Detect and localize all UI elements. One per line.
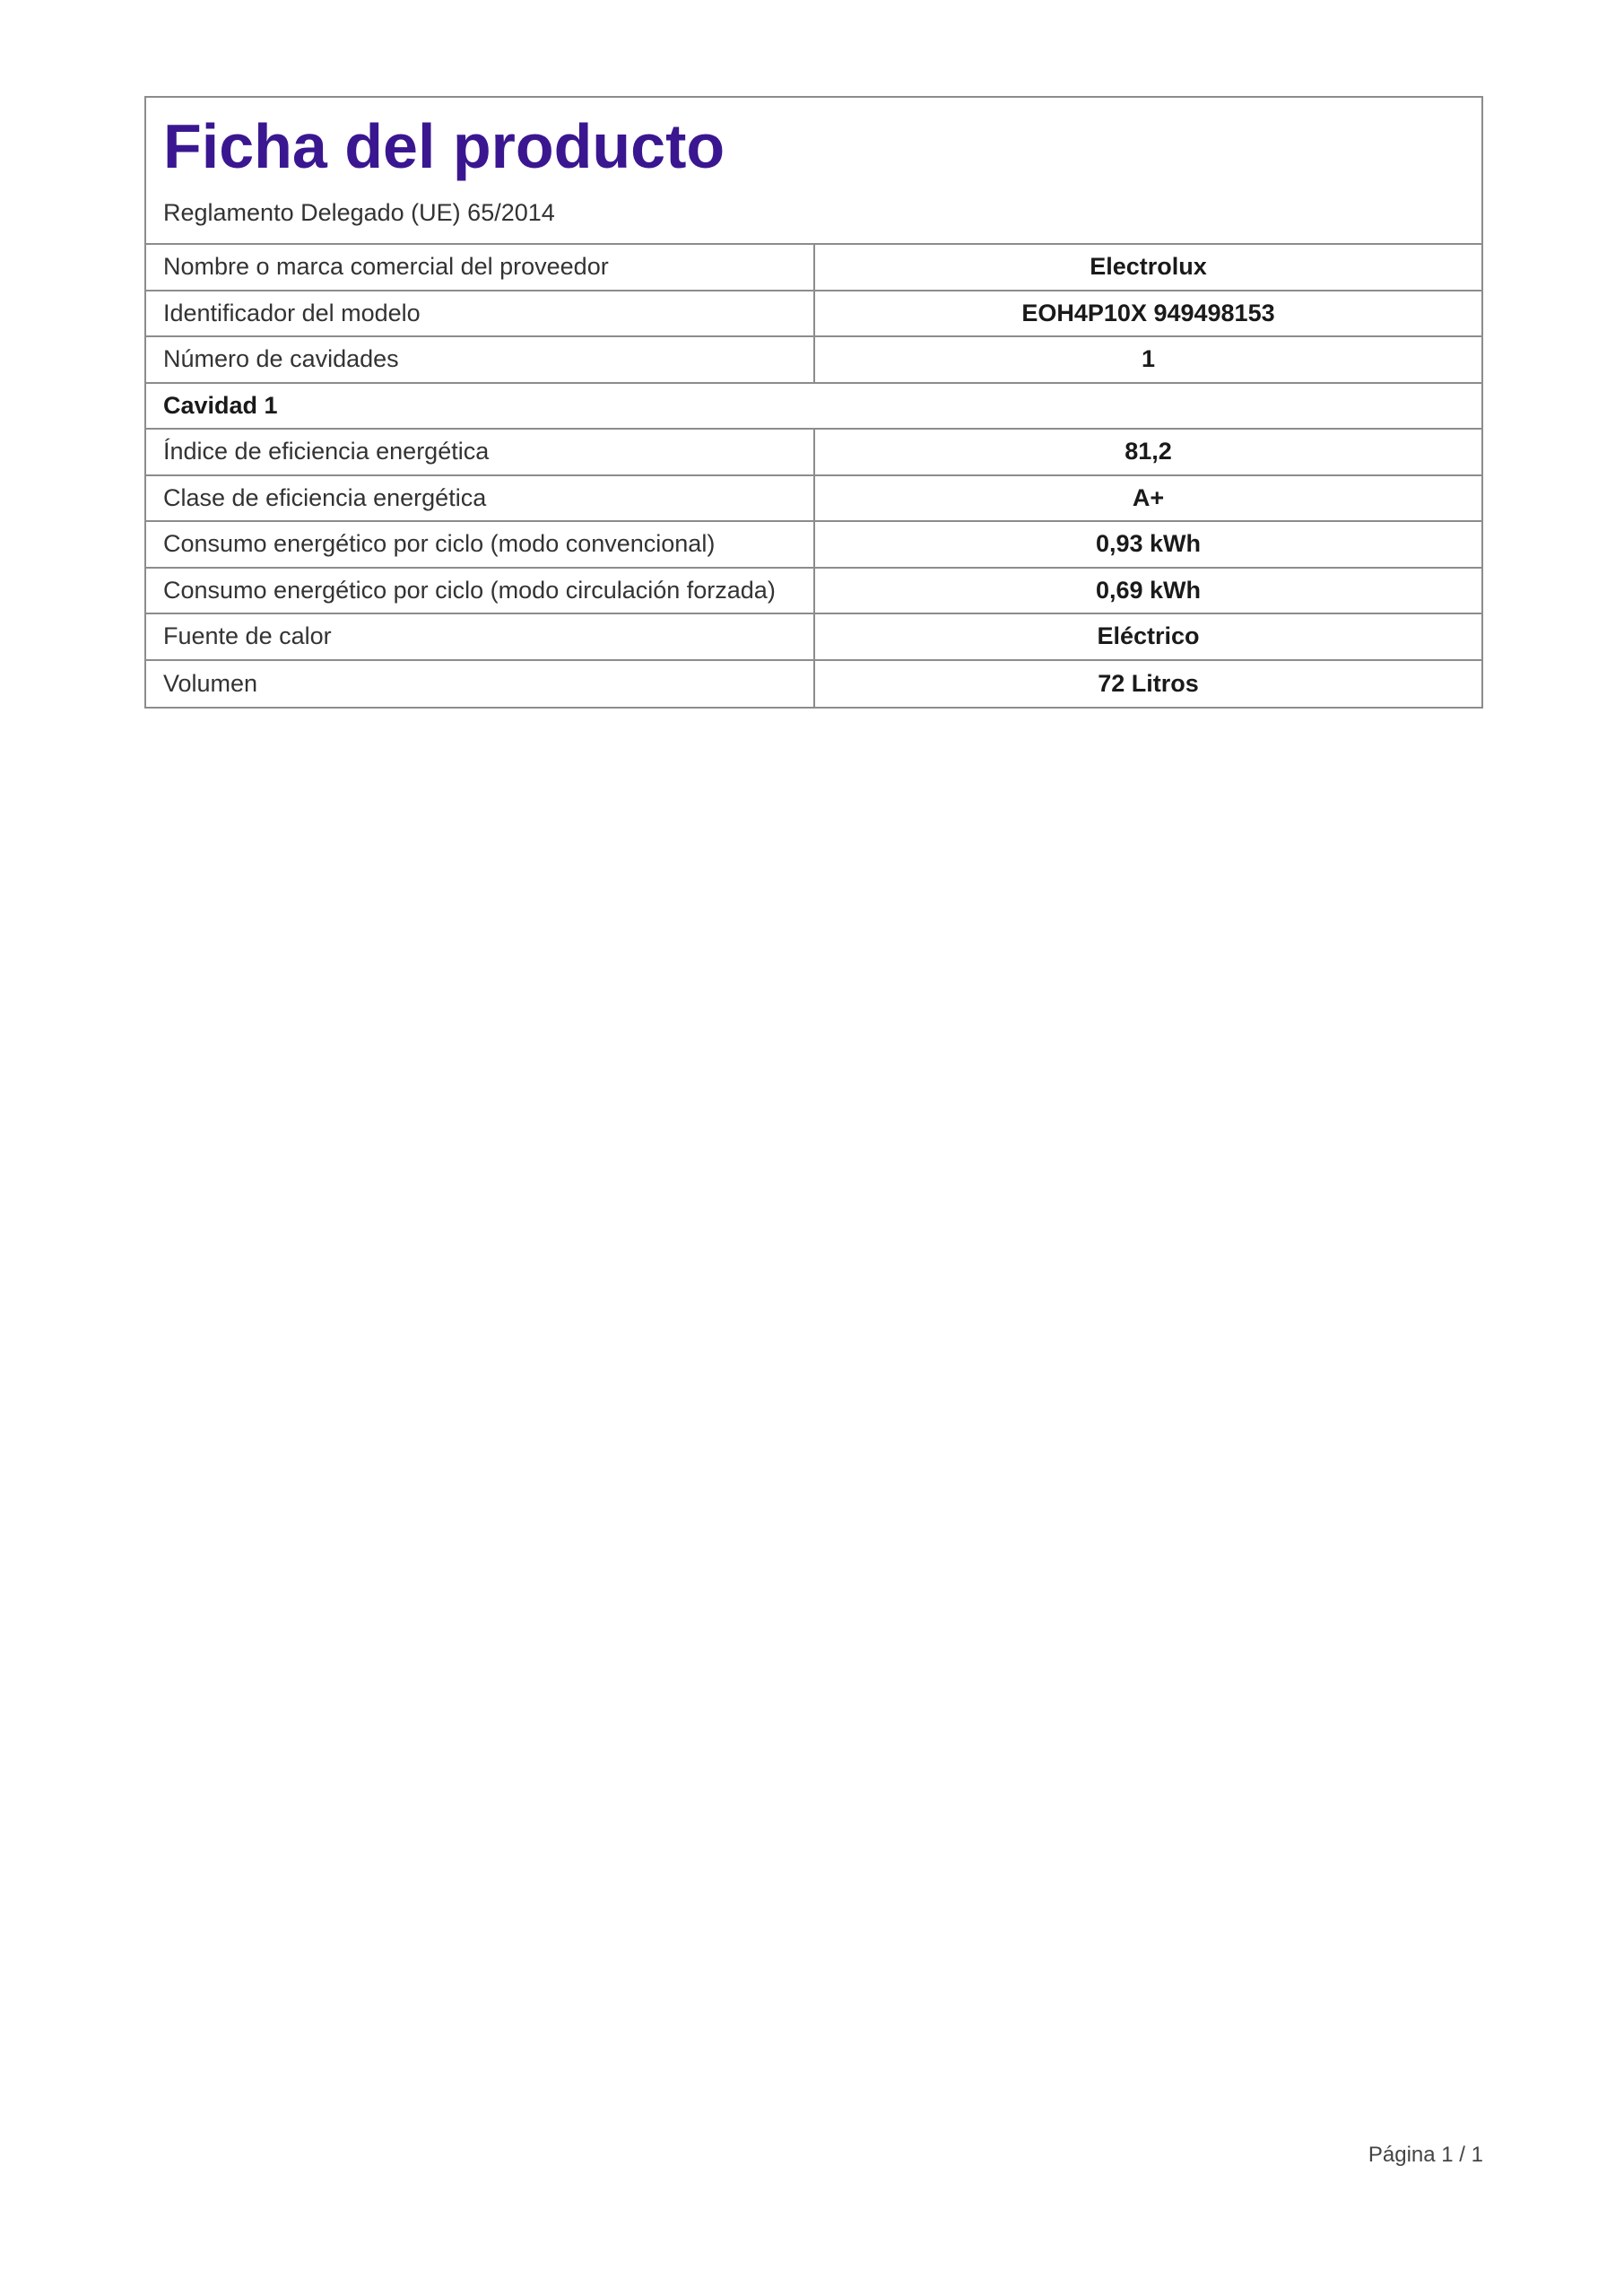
table-row-supplier: [146, 245, 1481, 291]
row-label: Número de cavidades: [146, 337, 815, 382]
row-label: Índice de eficiencia energética: [146, 430, 815, 474]
row-value: EOH4P10X 949498153: [1021, 299, 1275, 326]
page-number: Página 1 / 1: [1368, 2143, 1483, 2167]
table-row-cavities: [146, 337, 1481, 384]
product-sheet: [144, 96, 1483, 709]
row-label: Consumo energético por ciclo (modo circulación forzada): [146, 569, 815, 613]
table-row-consumption-forced: [146, 569, 1481, 615]
page-title: Ficha del producto: [163, 111, 725, 181]
row-label: Fuente de calor: [146, 614, 815, 659]
row-label: Clase de eficiencia energética: [146, 476, 815, 521]
table-row-volume: [146, 661, 1481, 708]
section-heading: Cavidad 1: [163, 391, 278, 419]
row-value: A+: [1132, 483, 1165, 511]
table-row-consumption-conventional: [146, 522, 1481, 569]
table-row-heat-source: [146, 614, 1481, 661]
row-value: 1: [1141, 345, 1156, 373]
regulation-subtitle: Reglamento Delegado (UE) 65/2014: [163, 199, 555, 226]
sheet-header: [146, 98, 1481, 245]
row-value: 0,93 kWh: [1095, 530, 1202, 558]
row-label: Volumen: [146, 661, 815, 708]
table-row-model: [146, 291, 1481, 338]
table-row-efficiency-class: [146, 476, 1481, 523]
row-value: Electrolux: [1090, 253, 1207, 281]
row-label: Consumo energético por ciclo (modo convencional): [146, 522, 815, 567]
row-value: 0,69 kWh: [1095, 576, 1202, 604]
row-label: Nombre o marca comercial del proveedor: [146, 245, 815, 290]
table-row-efficiency-index: [146, 430, 1481, 476]
row-value: 72 Litros: [1098, 669, 1199, 697]
row-value: Eléctrico: [1097, 622, 1200, 650]
row-value: 81,2: [1125, 438, 1172, 465]
row-label: Identificador del modelo: [146, 291, 815, 336]
table-section-cavity-1: [146, 384, 1481, 430]
